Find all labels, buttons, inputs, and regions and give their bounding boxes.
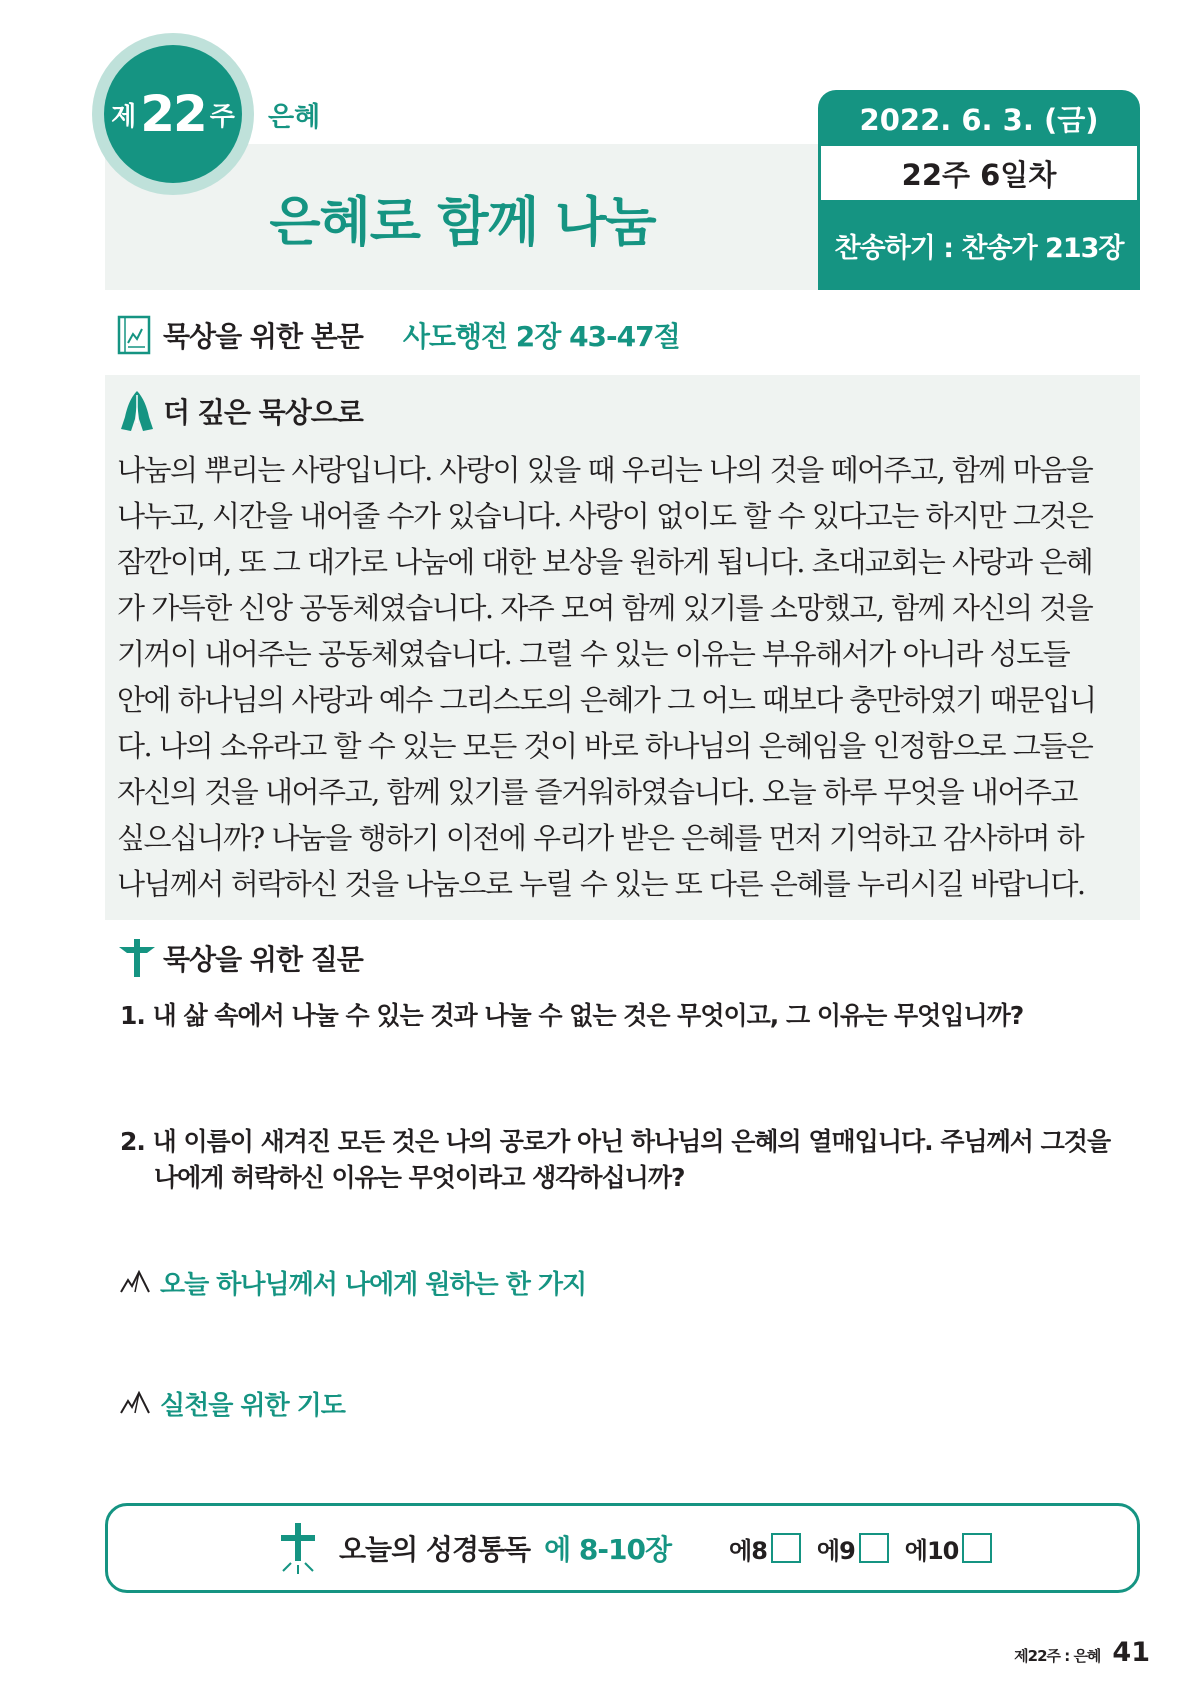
questions-title: 묵상을 위한 질문	[163, 943, 363, 976]
reading-row	[275, 1518, 1008, 1578]
checkbox-est10[interactable]	[962, 1533, 992, 1563]
prompt-today-wish	[120, 1262, 586, 1302]
checkbox-est8[interactable]	[771, 1533, 801, 1563]
mountain-icon	[120, 1391, 150, 1415]
meditation-line: 나님께서 허락하신 것을 나눔으로 누릴 수 있는 또 다른 은혜를 누리시길 바랍니다.	[117, 867, 1085, 901]
date-text: 2022. 6. 3. (금)	[859, 102, 1099, 137]
check-label: 에9	[816, 1536, 855, 1565]
meditation-line: 싶으십니까? 나눔을 행하기 이전에 우리가 받은 은혜를 먼저 기억하고 감사하며 하	[117, 821, 1084, 855]
praying-hands-icon	[117, 389, 157, 433]
hymn-text: 찬송하기 : 찬송가 213장	[834, 232, 1124, 264]
page-number: 41	[1112, 1637, 1150, 1668]
scripture-heading	[117, 313, 680, 357]
prompt-today-wish-text: 오늘 하나님께서 나에게 원하는 한 가지	[160, 1269, 587, 1300]
prompt-prayer	[120, 1383, 345, 1423]
question-1	[120, 998, 1023, 1034]
meditation-line: 안에 하나님의 사랑과 예수 그리스도의 은혜가 그 어느 때보다 충만하였기 때문입니	[117, 683, 1096, 717]
week-theme: 은혜	[268, 102, 321, 133]
check-item-est9	[817, 1531, 889, 1566]
meditation-line: 나누고, 시간을 내어줄 수가 있습니다. 사랑이 없이도 할 수 있다고는 하지만 그것은	[117, 499, 1093, 533]
meditation-line: 자신의 것을 내어주고, 함께 있기를 즐거워하였습니다. 오늘 하루 무엇을 내어주고	[117, 775, 1077, 809]
footer-section: 제22주 : 은혜	[1014, 1647, 1101, 1665]
cross-icon	[117, 937, 157, 979]
question-2	[120, 1124, 1110, 1196]
book-icon	[117, 315, 151, 355]
prompt-prayer-text: 실천을 위한 기도	[160, 1390, 345, 1421]
questions-heading	[117, 935, 363, 981]
meditation-line: 기꺼이 내어주는 공동체였습니다. 그럴 수 있는 이유는 부유해서가 아니라 성도들	[117, 637, 1070, 671]
question-2-continuation: 나에게 허락하신 이유는 무엇이라고 생각하십니까?	[154, 1163, 685, 1192]
day-count: 22주 6일차	[821, 146, 1137, 200]
meditation-title: 더 깊은 묵상으로	[163, 396, 363, 429]
scripture-label: 묵상을 위한 본문	[163, 320, 363, 353]
week-prefix: 제	[111, 101, 137, 132]
week-number: 22	[140, 85, 206, 143]
meditation-heading	[117, 388, 363, 434]
check-item-est10	[905, 1531, 993, 1566]
date-panel	[818, 90, 1140, 290]
reading-checklist	[729, 1531, 1008, 1566]
check-label: 에10	[904, 1536, 959, 1565]
check-label: 에8	[729, 1536, 767, 1565]
meditation-body	[117, 447, 1129, 907]
mountain-icon	[120, 1270, 150, 1294]
page-title: 은혜로 함께 나눔	[269, 192, 656, 253]
question-2-text: 2. 내 이름이 새겨진 모든 것은 나의 공로가 아닌 하나님의 은혜의 열매입니다. 주님께서 그것을	[120, 1127, 1111, 1156]
question-1-text: 1. 내 삶 속에서 나눌 수 있는 것과 나눌 수 없는 것은 무엇이고, 그 이유는 무엇입니까?	[120, 1001, 1024, 1030]
meditation-line: 다. 나의 소유라고 할 수 있는 모든 것이 바로 하나님의 은혜임을 인정함으로 그들은	[117, 729, 1093, 763]
meditation-line: 잠깐이며, 또 그 대가로 나눔에 대한 보상을 원하게 됩니다. 초대교회는 사랑과 은혜	[117, 545, 1093, 579]
meditation-line: 나눔의 뿌리는 사랑입니다. 사랑이 있을 때 우리는 나의 것을 떼어주고, 함께 마음을	[117, 453, 1093, 487]
checkbox-est9[interactable]	[859, 1533, 889, 1563]
meditation-line: 가 가득한 신앙 공동체였습니다. 자주 모여 함께 있기를 소망했고, 함께 자신의 것을	[117, 591, 1093, 625]
scripture-reference: 사도행전 2장 43-47절	[402, 320, 680, 353]
page-footer	[1014, 1637, 1150, 1668]
week-suffix: 주	[209, 101, 235, 132]
reading-label: 오늘의 성경통독	[339, 1533, 531, 1566]
week-badge	[104, 45, 242, 183]
reading-reference: 에 8-10장	[544, 1533, 672, 1566]
check-item-est8	[729, 1531, 801, 1566]
cross-light-icon	[275, 1521, 321, 1575]
